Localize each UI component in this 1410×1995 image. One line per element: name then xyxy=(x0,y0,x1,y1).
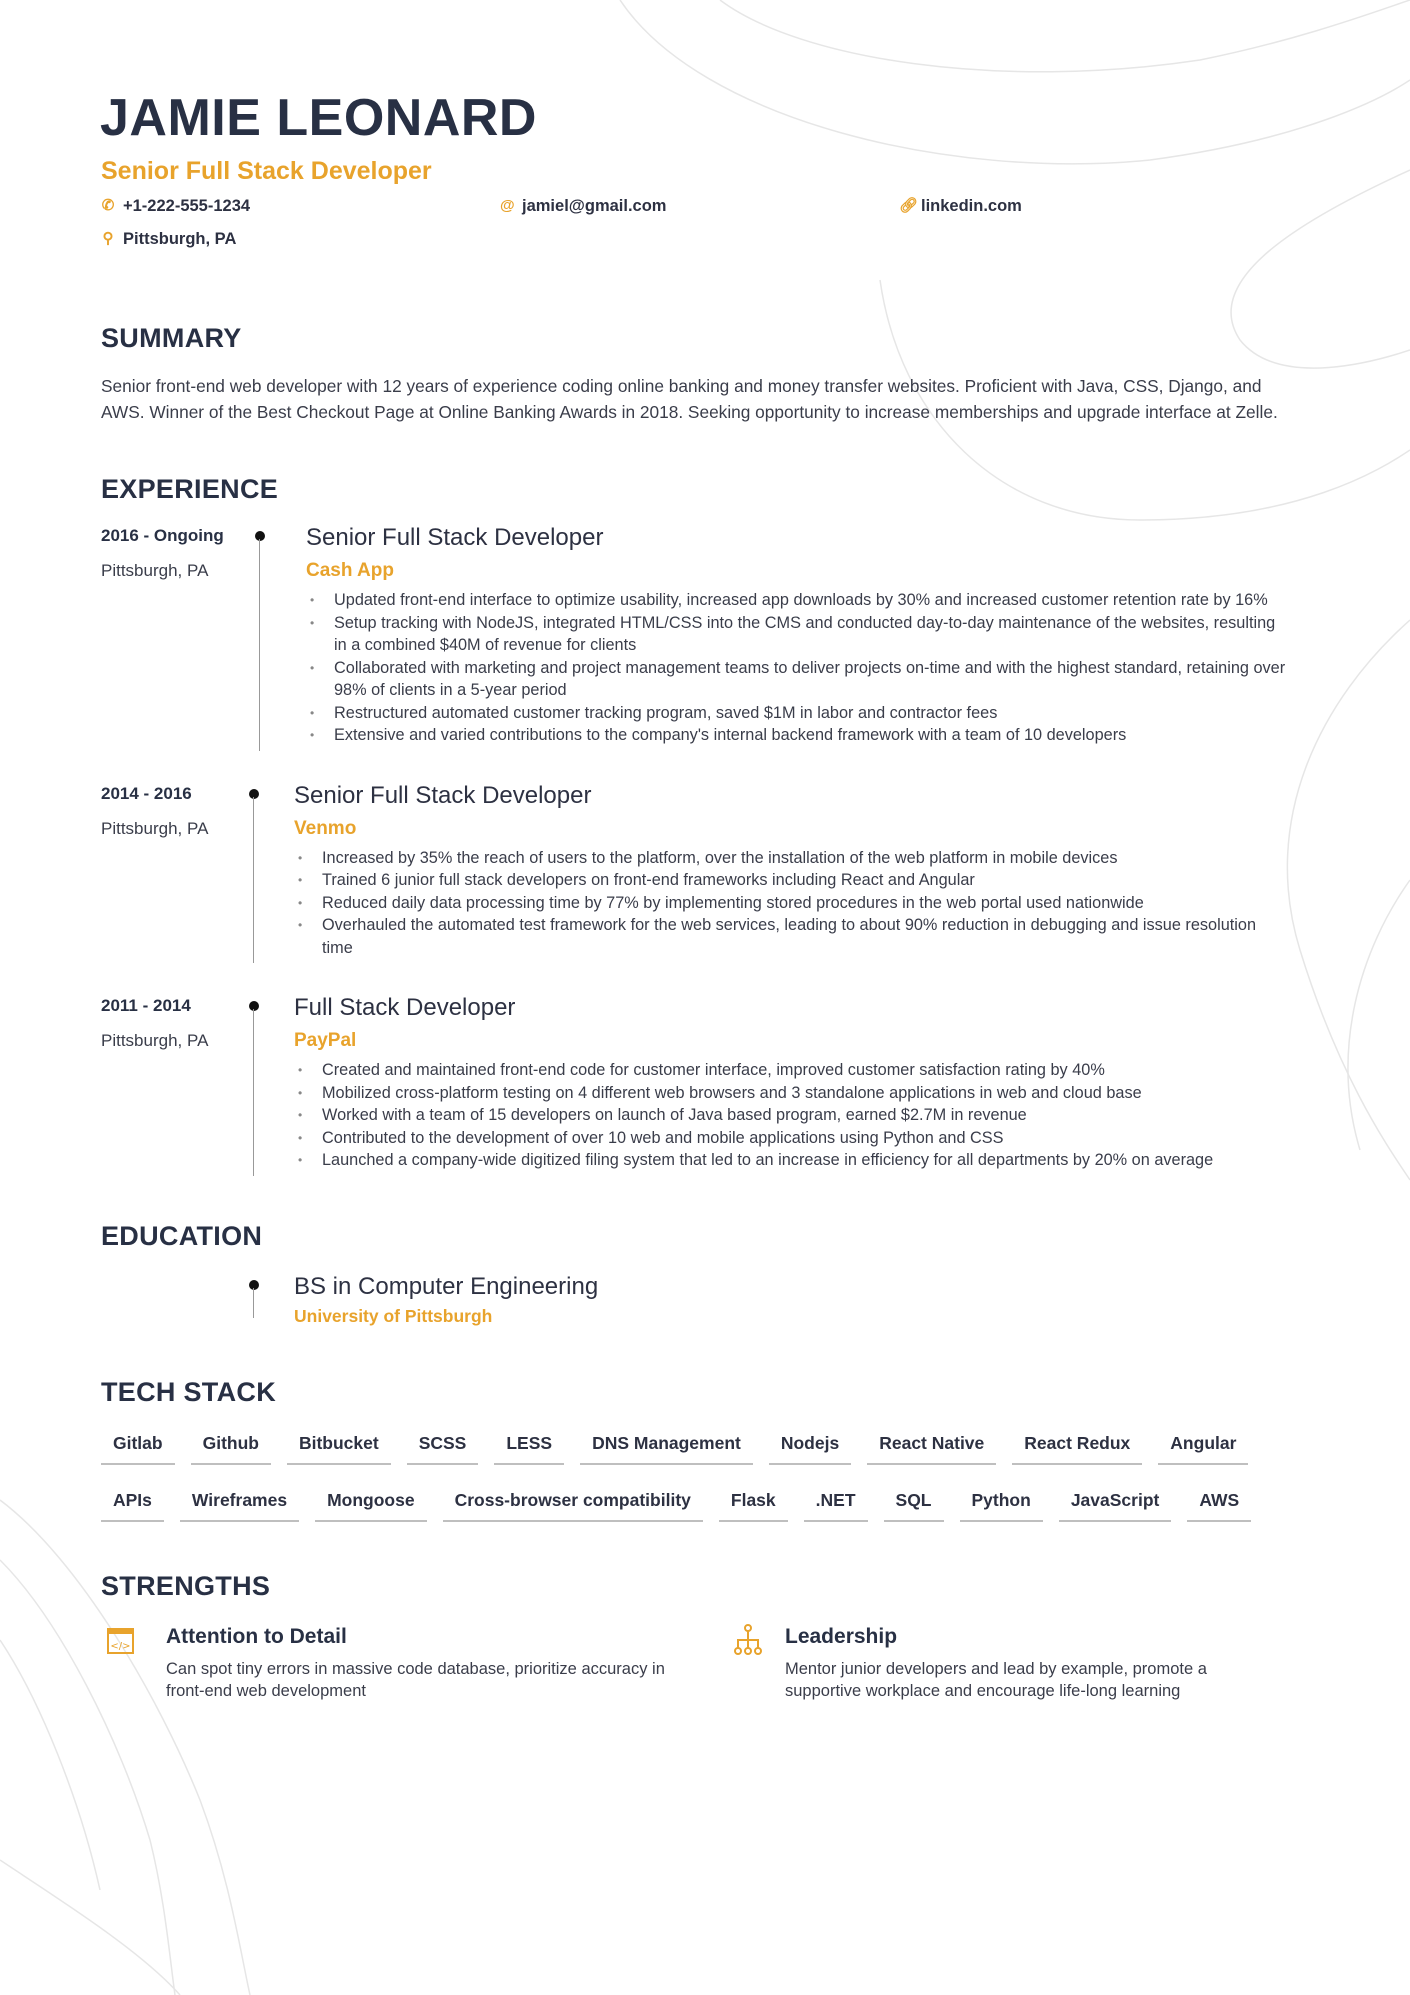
school: University of Pittsburgh xyxy=(294,1305,493,1326)
job-title: Senior Full Stack Developer xyxy=(294,781,592,809)
tech-tag: SQL xyxy=(884,1485,944,1522)
bullet-item: • Trained 6 junior full stack developers on front-end frameworks including React and Angular xyxy=(294,869,1291,892)
job-dates: 2011 - 2014 xyxy=(101,996,191,1015)
company-name: Venmo xyxy=(294,817,357,839)
bullet-item: • Restructured automated customer tracking program, saved $1M in labor and contractor fees xyxy=(306,702,1291,725)
link-text[interactable]: linkedin.com xyxy=(921,197,1022,215)
company-name: Cash App xyxy=(306,560,394,581)
timeline-line xyxy=(253,1288,254,1318)
tech-tag: Python xyxy=(960,1485,1043,1522)
tech-tag: Gitlab xyxy=(101,1428,175,1465)
experience-heading: EXPERIENCE xyxy=(101,474,279,504)
education-entry xyxy=(101,1272,1291,1328)
tech-tag: Wireframes xyxy=(180,1485,299,1522)
job-dates: 2016 - Ongoing xyxy=(101,526,224,545)
job-location: Pittsburgh, PA xyxy=(101,1031,209,1050)
candidate-title: Senior Full Stack Developer xyxy=(101,157,432,185)
tech-tag: APIs xyxy=(101,1485,164,1522)
tech-tag: JavaScript xyxy=(1059,1485,1172,1522)
strength-desc: Can spot tiny errors in massive code database, prioritize accuracy in front-end web development xyxy=(166,1659,665,1700)
job-title: Full Stack Developer xyxy=(294,994,516,1021)
timeline-dot xyxy=(249,1001,259,1011)
bullet-item: • Overhauled the automated test framework for the web services, leading to about 90% reduction in debugging and issue resolution time xyxy=(294,914,1291,959)
education-heading: EDUCATION xyxy=(101,1220,263,1251)
tech-tag: .NET xyxy=(804,1485,868,1522)
phone-text: +1-222-555-1234 xyxy=(123,197,251,215)
timeline-line xyxy=(253,797,254,964)
tech-tag: LESS xyxy=(494,1428,564,1465)
code-window-icon xyxy=(106,1626,136,1656)
tech-stack-section xyxy=(101,1376,1291,1522)
tech-tag: React Native xyxy=(867,1428,996,1465)
company-name: PayPal xyxy=(294,1030,357,1051)
timeline-line xyxy=(253,1009,254,1176)
bullet-item: • Setup tracking with NodeJS, integrated HTML/CSS into the CMS and conducted day-to-day maintenance of the websites, resulting in a combined $40M of revenue for clients xyxy=(306,612,1291,657)
bullet-item: • Created and maintained front-end code for customer interface, improved customer satisfaction rating by 40% xyxy=(294,1059,1291,1082)
timeline-dot xyxy=(255,531,265,541)
tech-tag: Bitbucket xyxy=(287,1428,391,1465)
job-location: Pittsburgh, PA xyxy=(101,818,209,838)
timeline xyxy=(253,1272,294,1328)
summary-text: Senior front-end web developer with 12 years of experience coding online banking and money transfer websites. Proficient with Java, CSS, Django, and AWS. Winner of the Best Checkout Page at Online Banking Awards in 2018. Seeking opportunity to increase memberships and upgrade interface at Zelle. xyxy=(101,376,1278,422)
experience-entry xyxy=(101,781,1291,994)
strength-title: Leadership xyxy=(785,1624,898,1648)
location-text: Pittsburgh, PA xyxy=(123,230,237,248)
tech-tag: SCSS xyxy=(407,1428,479,1465)
tech-tag: DNS Management xyxy=(580,1428,753,1465)
strength-desc: Mentor junior developers and lead by example, promote a supportive workplace and encourage life-long learning xyxy=(785,1659,1207,1700)
job-dates: 2014 - 2016 xyxy=(101,783,192,803)
bullet-item: • Launched a company-wide digitized filing system that led to an increase in efficiency for all departments by 20% on average xyxy=(294,1149,1291,1172)
job-title: Senior Full Stack Developer xyxy=(306,524,604,551)
summary-heading: SUMMARY xyxy=(101,323,242,353)
timeline-dot xyxy=(249,789,259,799)
phone-icon: ✆ xyxy=(101,197,115,214)
degree: BS in Computer Engineering xyxy=(294,1272,599,1300)
strengths-heading: STRENGTHS xyxy=(101,1570,271,1601)
job-bullets xyxy=(294,847,1291,960)
timeline xyxy=(253,781,294,960)
experience-entry xyxy=(101,993,1291,1206)
job-location: Pittsburgh, PA xyxy=(101,561,209,580)
strength-item xyxy=(106,1624,706,1703)
tech-tag: React Redux xyxy=(1012,1428,1142,1465)
tech-stack-list xyxy=(101,1428,1291,1522)
job-bullets xyxy=(306,589,1291,747)
bullet-item: • Increased by 35% the reach of users to the platform, over the installation of the web platform in mobile devices xyxy=(294,847,1291,870)
at-icon: @ xyxy=(500,197,515,214)
tech-tag: AWS xyxy=(1187,1485,1251,1522)
tech-tag: Mongoose xyxy=(315,1485,427,1522)
tech-tag: Github xyxy=(191,1428,271,1465)
tech-tag: Angular xyxy=(1158,1428,1248,1465)
tech-stack-heading: TECH STACK xyxy=(101,1376,276,1407)
location-pin-icon: ⚲ xyxy=(102,230,114,247)
email-text[interactable]: jamiel@gmail.com xyxy=(522,197,667,215)
bullet-item: • Updated front-end interface to optimize usability, increased app downloads by 30% and increased customer retention rate by 16% xyxy=(306,589,1291,612)
timeline xyxy=(259,523,306,747)
bullet-item: • Reduced daily data processing time by 77% by implementing stored procedures in the web portal used nationwide xyxy=(294,892,1291,915)
bullet-item: • Extensive and varied contributions to the company's internal backend framework with a team of 10 developers xyxy=(306,724,1291,747)
svg-text:</>: </> xyxy=(110,1640,131,1652)
job-bullets xyxy=(294,1059,1291,1172)
tech-tag: Nodejs xyxy=(769,1428,851,1465)
experience-section xyxy=(101,473,1291,1206)
education-left-column xyxy=(101,1272,253,1328)
strengths-section xyxy=(101,1570,1291,1703)
timeline-dot xyxy=(249,1280,259,1290)
tech-tag: Flask xyxy=(719,1485,788,1522)
link-icon: 🔗︎ xyxy=(899,197,919,214)
tech-tag: Cross-browser compatibility xyxy=(443,1485,703,1522)
bullet-item: • Contributed to the development of over 10 web and mobile applications using Python and CSS xyxy=(294,1127,1291,1150)
bullet-item: • Collaborated with marketing and project management teams to deliver projects on-time and with the highest standard, retaining over 98% of clients in a 5-year period xyxy=(306,657,1291,702)
education-section xyxy=(101,1220,1291,1328)
hierarchy-icon xyxy=(733,1624,763,1656)
strength-item xyxy=(731,1624,1251,1703)
bullet-item: • Mobilized cross-platform testing on 4 different web browsers and 3 standalone applications in web and cloud base xyxy=(294,1082,1291,1105)
timeline xyxy=(253,993,294,1172)
experience-entry xyxy=(101,523,1291,781)
candidate-name: JAMIE LEONARD xyxy=(100,89,537,147)
timeline-line xyxy=(259,539,260,751)
bullet-item: • Worked with a team of 15 developers on launch of Java based program, earned $2.7M in revenue xyxy=(294,1104,1291,1127)
strength-title: Attention to Detail xyxy=(166,1624,347,1648)
